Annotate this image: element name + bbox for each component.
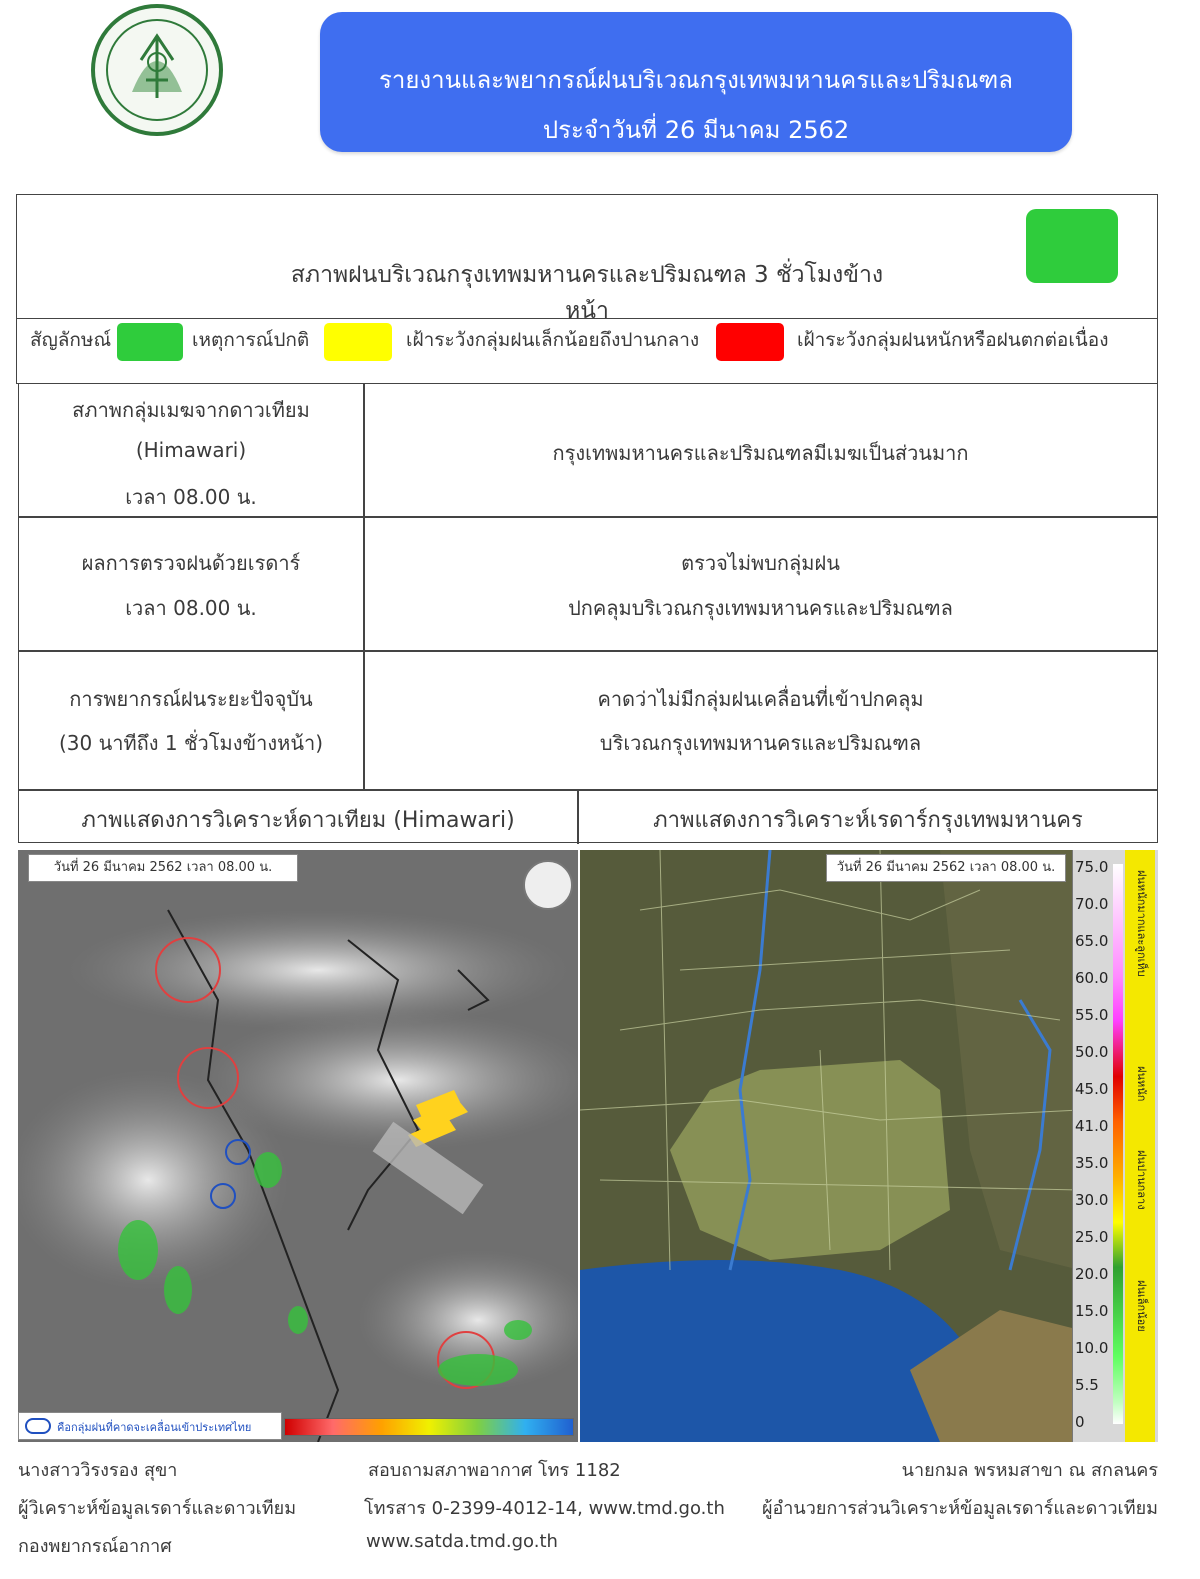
footer-phone: สอบถามสภาพอากาศ โทร 1182: [368, 1460, 621, 1481]
legend-swatch-green: [117, 323, 183, 361]
footer-right-name: นายกมล พรหมสาขา ณ สกลนคร: [901, 1460, 1158, 1481]
footer-left-name: นางสาววิรงรอง สุขา: [18, 1460, 178, 1481]
legend-text-heavy: เฝ้าระวังกลุ่มฝนหนักหรือฝนตกต่อเนื่อง: [797, 329, 1109, 351]
radar-scale-values: 75.0 70.0 65.0 60.0 55.0 50.0 45.0 41.0 35.0 30.0 25.0 20.0 15.0 10.0 5.5 0: [1075, 858, 1109, 1431]
tmd-seal-logo: [86, 0, 228, 142]
footer-satda-link[interactable]: www.satda.tmd.go.th: [366, 1531, 558, 1552]
legend-text-normal: เหตุการณ์ปกติ: [192, 329, 310, 351]
row-radar-value: ตรวจไม่พบกลุ่มฝน ปกคลุมบริเวณกรุงเทพมหานครและปริมณฑล: [568, 551, 953, 620]
status-indicator: [1026, 209, 1118, 283]
row-radar-label: ผลการตรวจฝนด้วยเรดาร์ เวลา 08.00 น.: [81, 551, 301, 620]
row-nowcast-value: คาดว่าไม่มีกลุ่มฝนเคลื่อนที่เข้าปกคลุม บริเวณกรุงเทพมหานครและปริมณฑล: [597, 687, 924, 755]
radar-heading: ภาพแสดงการวิเคราะห์เรดาร์กรุงเทพมหานคร: [653, 808, 1083, 833]
radar-stamp: วันที่ 26 มีนาคม 2562 เวลา 08.00 น.: [826, 854, 1066, 882]
footer-fax-web[interactable]: โทรสาร 0-2399-4012-14, www.tmd.go.th: [364, 1498, 725, 1519]
footer-left-dept: กองพยากรณ์อากาศ: [18, 1536, 172, 1557]
satellite-stamp: วันที่ 26 มีนาคม 2562 เวลา 08.00 น.: [28, 854, 298, 882]
row-nowcast-label: การพยากรณ์ฝนระยะปัจจุบัน (30 นาทีถึง 1 ชั่วโมงข้างหน้า): [58, 687, 324, 755]
radar-scale-labels: ฝนหนักมากและลูกเห็บ ฝนหนัก ฝนปานกลาง ฝนเล็กน้อย: [1125, 850, 1155, 1442]
rain-cluster-icon: [25, 1418, 51, 1434]
footer-left-role: ผู้วิเคราะห์ข้อมูลเรดาร์และดาวเทียม: [18, 1498, 297, 1519]
report-date: ประจำวันที่ 26 มีนาคม 2562: [542, 116, 850, 144]
satellite-legend-box: คือกลุ่มฝนที่คาดจะเคลื่อนเข้าประเทศไทย: [18, 1412, 282, 1440]
status-title: สภาพฝนบริเวณกรุงเทพมหานครและปริมณฑล 3 ชั่วโมงข้างหน้า: [290, 262, 884, 324]
legend-label: สัญลักษณ์: [30, 329, 112, 351]
legend-text-moderate: เฝ้าระวังกลุ่มฝนเล็กน้อยถึงปานกลาง: [406, 329, 700, 351]
info-table: [18, 383, 1158, 843]
satellite-colorbar: [284, 1418, 574, 1436]
row-satellite-value: กรุงเทพมหานครและปริมณฑลมีเมฆเป็นส่วนมาก: [552, 441, 969, 465]
legend-swatch-yellow: [324, 323, 392, 361]
status-header-box: [16, 194, 1158, 324]
radar-colorbar: [1113, 864, 1123, 1424]
report-title: รายงานและพยากรณ์ฝนบริเวณกรุงเทพมหานครและปริมณฑล: [378, 66, 1014, 94]
legend-swatch-red: [716, 323, 784, 361]
radar-scale-panel: [1072, 850, 1158, 1442]
footer-right-role: ผู้อำนวยการส่วนวิเคราะห์ข้อมูลเรดาร์และดาวเทียม: [761, 1498, 1158, 1519]
radar-image: [580, 850, 1158, 1442]
row-satellite-label: สภาพกลุ่มเมฆจากดาวเทียม (Himawari) เวลา 08.00 น.: [72, 398, 310, 509]
satellite-heading: ภาพแสดงการวิเคราะห์ดาวเทียม (Himawari): [81, 808, 515, 833]
title-banner: [320, 12, 1072, 152]
satellite-image: [18, 850, 578, 1442]
